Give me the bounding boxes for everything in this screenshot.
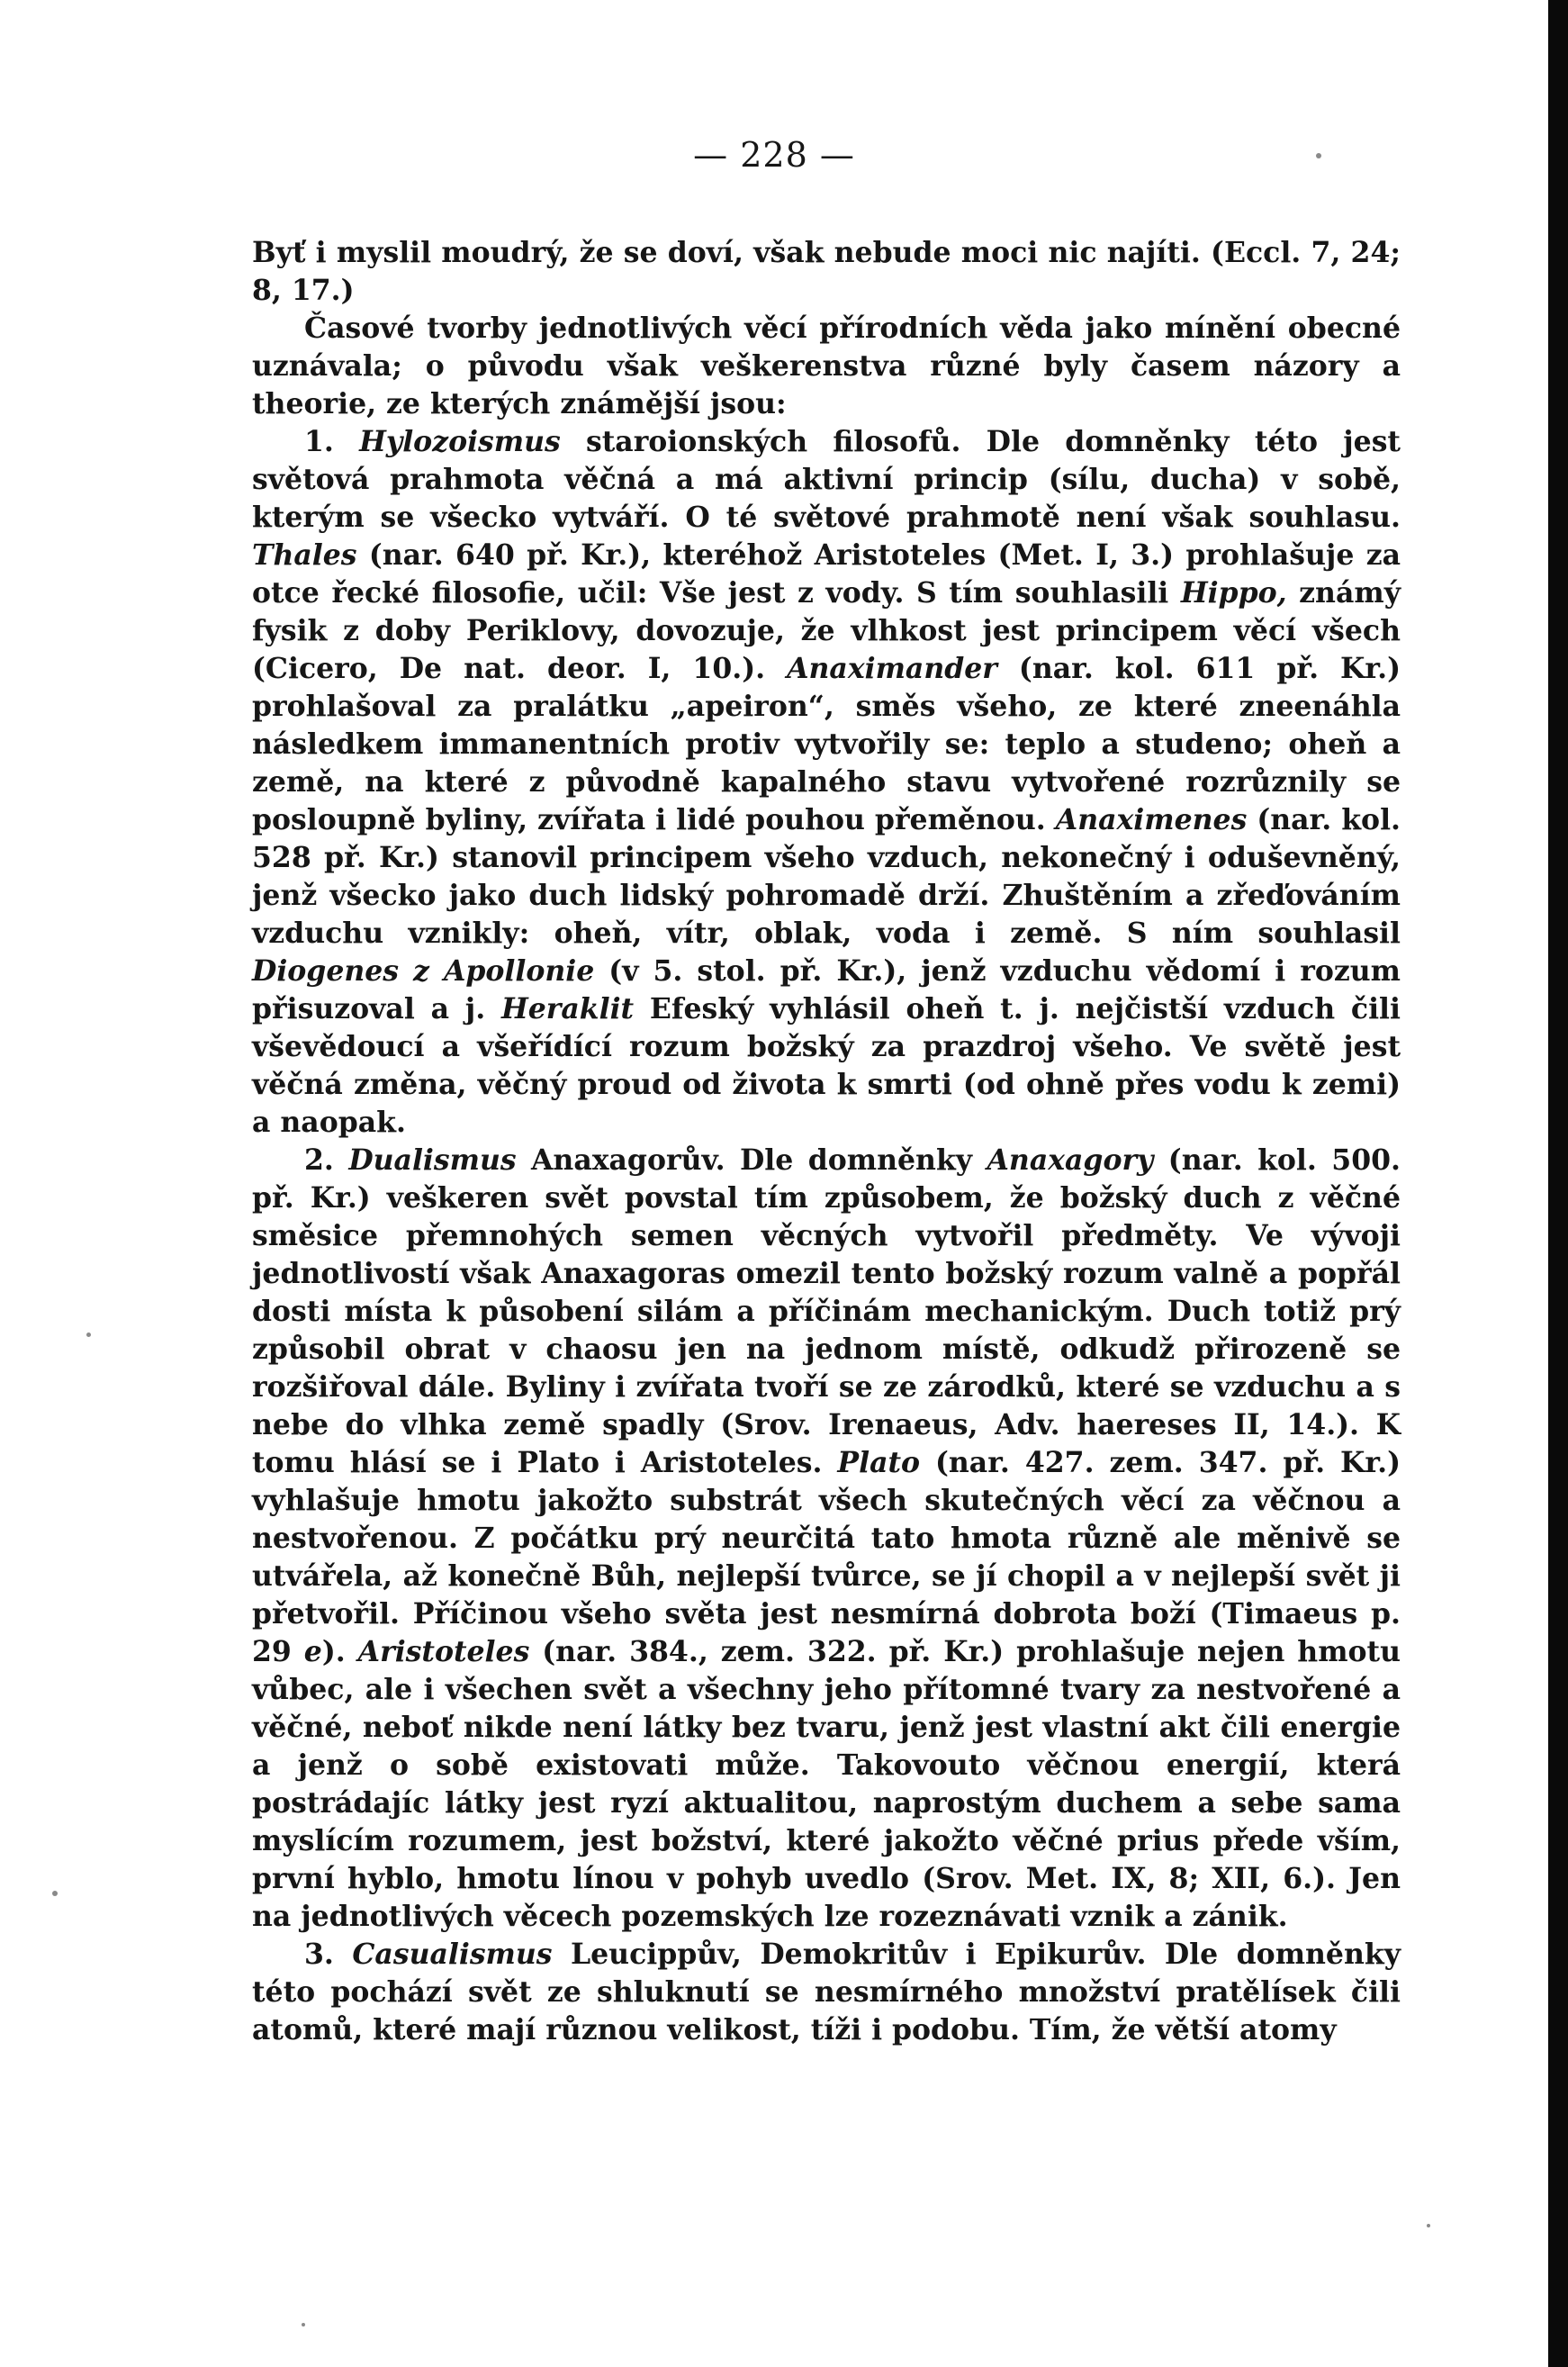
italic-term: Anaximenes xyxy=(1055,803,1248,836)
text-run: (v 5. stol. př. Kr.), jenž vzduchu vědomí i rozum přisuzoval a j. xyxy=(252,954,1401,1025)
text-run: ). xyxy=(321,1635,358,1668)
scan-speck xyxy=(1316,153,1321,158)
text-run: 1. xyxy=(304,425,360,458)
text-run: Leucippův, Demokritův i Epikurův. Dle domněnky této pochází svět ze shluknutí se nesmírného množství pratělísek čili atomů, které mají různou velikost, tíži i podobu. Tím, že větší atomy xyxy=(252,1938,1401,2046)
italic-term: Casualismus xyxy=(352,1938,553,1971)
text-run: staroionských filosofů. Dle domněnky této jest světová prahmota věčná a má aktivní princip (sílu, ducha) v sobě, kterým se všecko vytváří. O té světové prahmotě není však souhlasu. xyxy=(252,425,1401,534)
italic-term: Dualismus xyxy=(348,1143,517,1177)
italic-term: Thales xyxy=(252,538,357,572)
italic-term: Heraklit xyxy=(500,992,635,1025)
italic-term: e xyxy=(303,1635,322,1668)
scan-speck xyxy=(1427,2224,1430,2227)
text-run: (nar. kol. 611 př. Kr.) prohlašoval za pralátku „apeiron“, směs všeho, ze které zneenáhla následkem immanentních protiv vytvořily se: teplo a studeno; oheň a země, na které z původně kapalného stavu vytvořené rozrůznily se posloupně byliny, zvířata i lidé pouhou přeměnou. xyxy=(252,652,1401,836)
scan-speck xyxy=(302,2323,305,2326)
paragraph xyxy=(252,310,1401,423)
paragraph xyxy=(252,1142,1401,1936)
paragraph xyxy=(252,234,1401,310)
text-run: Byť i myslil moudrý, že se doví, však nebude moci nic najíti. (Eccl. 7, 24; 8, 17.) xyxy=(252,236,1401,307)
text-run: (nar. kol. 500. př. Kr.) veškeren svět povstal tím způsobem, že božský duch z věčné směsice přemnohých semen věcných vytvořil předměty. Ve vývoji jednotlivostí však Anaxagoras omezil tento božský rozum valně a popřál dosti místa k působení silám a příčinám mechanickým. Duch totiž prý způsobil obrat v chaosu jen na jednom místě, odkudž přirozeně se rozšiřoval dále. Byliny i zvířata tvoří se ze zárodků, které se vzduchu a s nebe do vlhka země spadly (Srov. Irenaeus, Adv. haereses II, 14.). K tomu hlásí se i Plato i Aristoteles. xyxy=(252,1143,1401,1479)
italic-term: Anaximander xyxy=(787,652,997,685)
paragraph xyxy=(252,423,1401,1142)
text-run: (nar. kol. 528 př. Kr.) stanovil principem všeho vzduch, nekonečný i oduševněný, jenž všecko jako duch lidský pohromadě drží. Zhuštěním a zřeďováním vzduchu vznikly: oheň, vítr, oblak, voda i země. S ním souhlasil xyxy=(252,803,1401,950)
scan-speck xyxy=(52,1891,58,1896)
text-run: (nar. 384., zem. 322. př. Kr.) prohlašuje nejen hmotu vůbec, ale i všechen svět a všechny jeho přítomné tvary za nestvořené a věčné, neboť nikde není látky bez tvaru, jenž jest vlastní akt čili energie a jenž o sobě existovati může. Takovouto věčnou energií, která postrádajíc látky jest ryzí aktualitou, naprostým duchem a sebe sama myslícím rozumem, jest božství, které jakožto věčné prius přede vším, první hyblo, hmotu línou v pohyb uvedlo (Srov. Met. IX, 8; XII, 6.). Jen na jednotlivých věcech pozemských lze rozeznávati vznik a zánik. xyxy=(252,1635,1401,1933)
text-run: Časové tvorby jednotlivých věcí přírodních věda jako mínění obecné uznávala; o původu však veškerenstva různé byly časem názory a theorie, ze kterých známější jsou: xyxy=(252,312,1401,420)
paragraph xyxy=(252,1936,1401,2049)
italic-term: Diogenes z Apollonie xyxy=(252,954,595,988)
italic-term: Hylozoismus xyxy=(359,425,561,458)
text-run: Efeský vyhlásil oheň t. j. nejčistší vzduch čili vševědoucí a všeřídící rozum božský za prazdroj všeho. Ve světě jest věčná změna, věčný proud od života k smrti (od ohně přes vodu k zemi) a naopak. xyxy=(252,992,1401,1139)
text-run: 3. xyxy=(304,1938,353,1971)
text-run: 2. xyxy=(304,1143,349,1177)
text-run: Anaxagorův. Dle domněnky xyxy=(516,1143,987,1177)
text-run: známý fysik z doby Periklovy, dovozuje, že vlhkost jest principem věcí všech (Cicero, De nat. deor. I, 10.). xyxy=(252,576,1401,685)
italic-term: Plato xyxy=(837,1446,921,1479)
text-run: (nar. 427. zem. 347. př. Kr.) vyhlašuje hmotu jakožto substrát všech skutečných věcí za věčnou a nestvořenou. Z počátku prý neurčitá tato hmota různě ale měnivě se utvářela, až konečně Bůh, nejlepší tvůrce, se jí chopil a v nejlepší svět ji přetvořil. Příčinou všeho světa jest nesmírná dobrota boží (Timaeus p. 29 xyxy=(252,1446,1401,1668)
text-run: (nar. 640 př. Kr.), kteréhož Aristoteles (Met. I, 3.) prohlašuje za otce řecké filosofie, učil: Vše jest z vody. S tím souhlasili xyxy=(252,538,1401,610)
italic-term: Hippo, xyxy=(1180,576,1287,610)
scan-edge xyxy=(1548,0,1568,2367)
scan-speck xyxy=(86,1333,91,1337)
italic-term: Anaxagory xyxy=(987,1143,1154,1177)
italic-term: Aristoteles xyxy=(357,1635,530,1668)
body-text xyxy=(252,234,1401,2049)
page-number: — 228 — xyxy=(693,135,855,175)
